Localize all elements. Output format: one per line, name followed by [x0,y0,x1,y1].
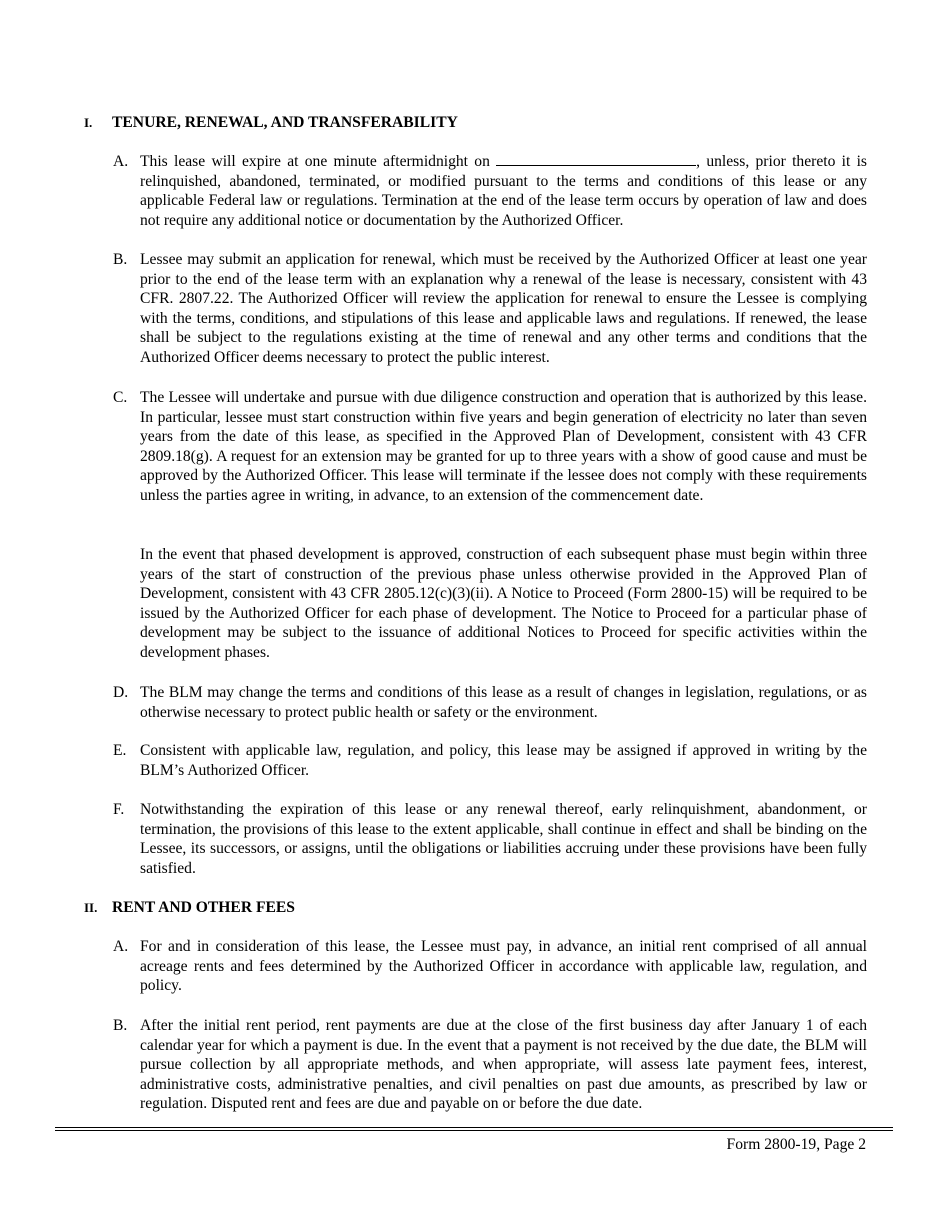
clause-text: Lessee may submit an application for renewal, which must be received by the Authorized Officer at least one year prior to the end of the lease term with an explanation why a renewal of the lease is necessary, consistent with 43 CFR. 2807.22. The Authorized Officer will review the application for renewal to ensure the Lessee is complying with the terms, conditions, and stipulations of this lease and applicable laws and regulations. If renewed, the lease shall be subject to the regulations existing at the time of renewal and any other terms and conditions that the Authorized Officer deems necessary to protect the public interest. [140,251,867,366]
clause-text: The Lessee will undertake and pursue with due diligence construction and operation that is authorized by this lease. In particular, lessee must start construction within five years and begin generation of electricity no later than seven years from the date of this lease, as specified in the Approved Plan of Development, consistent with 43 CFR 2809.18(g). A request for an extension may be granted for up to three years with a show of good cause and must be approved by the Authorized Officer. This lease will terminate if the lessee does not comply with these requirements unless the parties agree in writing, in advance, to an extension of the commencement date. [140,389,867,504]
clause-1f [113,800,867,878]
clause-text: The BLM may change the terms and conditions of this lease as a result of changes in legislation, regulations, or as otherwise necessary to protect public health or safety or the environment. [140,684,867,721]
clause-text-before: This lease will expire at one minute aftermidnight on [140,153,497,170]
clause-letter: C. [113,389,128,406]
clause-text-after: , unless, prior thereto it is relinquished, abandoned, terminated, or modified pursuant to the terms and conditions of this lease or any applicable Federal law or regulations. Termination at the end of the lease term occurs by operation of law and does not require any additional notice or documentation by the Authorized Officer. [140,153,867,229]
section-heading-2 [84,898,295,918]
footer-divider [55,1127,893,1131]
clause-letter: E. [113,742,127,759]
clause-letter: F. [113,801,125,818]
clause-2b [113,1016,867,1114]
section-numeral: I. [84,115,93,130]
section-title: TENURE, RENEWAL, AND TRANSFERABILITY [112,114,458,131]
section-title: RENT AND OTHER FEES [112,899,295,916]
clause-letter: B. [113,1017,128,1034]
clause-2a [113,937,867,996]
clause-1c-continuation: In the event that phased development is approved, construction of each subsequent phase must begin within three years of the start of construction of the previous phase unless otherwise provided in the Approved Plan of Development, consistent with 43 CFR 2805.12(c)(3)(ii). A Notice to Proceed (Form 2800-15) will be required to be issued by the Authorized Officer for each phase of development. The Notice to Proceed for a particular phase of development may be subject to the issuance of additional Notices to Proceed for specific activities within the development phases. [140,546,867,661]
clause-1c [113,388,867,506]
page-footer: Form 2800-19, Page 2 [726,1136,866,1153]
clause-text: Notwithstanding the expiration of this lease or any renewal thereof, early relinquishment, abandonment, or termination, the provisions of this lease to the extent applicable, shall continue in effect and shall be binding on the Lessee, its successors, or assigns, until the obligations or liabilities accruing under these provisions have been fully satisfied. [140,801,867,877]
clause-1e [113,741,867,780]
clause-text [140,152,867,230]
clause-letter: D. [113,684,129,701]
clause-letter: A. [113,153,129,170]
expiration-date-blank[interactable] [496,152,696,166]
clause-text: For and in consideration of this lease, the Lessee must pay, in advance, an initial rent comprised of all annual acreage rents and fees determined by the Authorized Officer in accordance with applicable law, regulation, and policy. [140,938,867,995]
clause-1b [113,250,867,368]
clause-1a [113,152,867,230]
section-heading-1 [84,113,458,133]
clause-text: Consistent with applicable law, regulation, and policy, this lease may be assigned if approved in writing by the BLM’s Authorized Officer. [140,742,867,779]
clause-letter: B. [113,251,128,268]
section-numeral: II. [84,900,98,915]
clause-1d [113,683,867,722]
clause-letter: A. [113,938,129,955]
clause-text: After the initial rent period, rent payments are due at the close of the first business day after January 1 of each calendar year for which a payment is due. In the event that a payment is not received by the due date, the BLM will pursue collection by all appropriate methods, and when appropriate, will assess late payment fees, interest, administrative costs, administrative penalties, and civil penalties on past due amounts, as prescribed by law or regulation. Disputed rent and fees are due and payable on or before the due date. [140,1017,867,1113]
